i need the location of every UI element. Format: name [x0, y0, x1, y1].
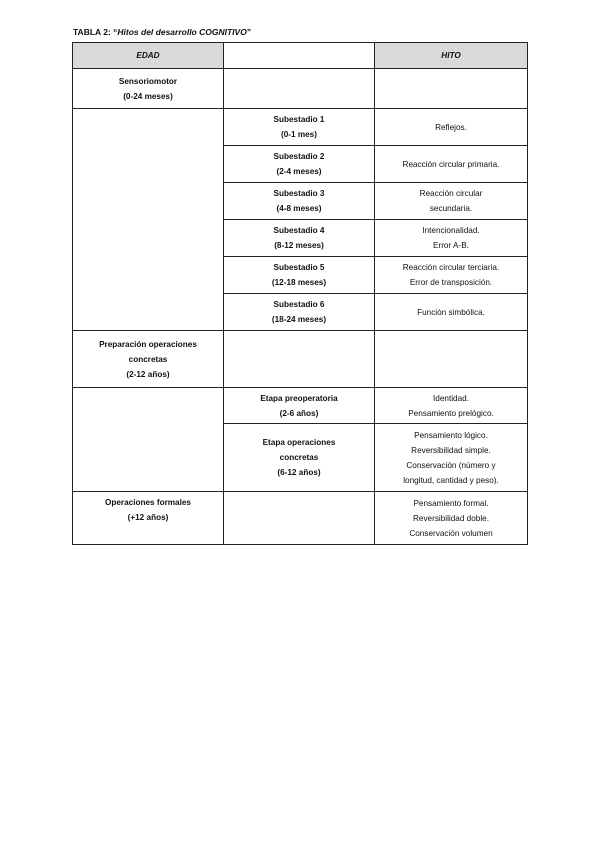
hito-line: Reacción circular	[419, 189, 483, 198]
empty-cell	[73, 294, 224, 331]
hito-cell	[375, 220, 528, 257]
hito-line: Función simbólica.	[417, 307, 485, 317]
substage-line: Etapa operaciones	[262, 438, 336, 447]
substage-cell	[224, 257, 375, 294]
hito-line: longitud, cantidad y peso).	[403, 475, 499, 485]
header-row	[73, 43, 528, 69]
substage-row	[73, 257, 528, 294]
hito-line: Reflejos.	[435, 122, 467, 132]
stage-name-line: (2-12 años)	[126, 369, 170, 379]
substage-cell	[224, 424, 375, 492]
caption-suffix: ”	[246, 27, 252, 37]
substage-line: Subestadio 6	[273, 300, 325, 309]
empty-cell	[224, 331, 375, 388]
stage-name-line: (0-24 meses)	[123, 91, 173, 101]
hito-line: Reacción circular primaria.	[402, 159, 500, 169]
empty-cell	[73, 146, 224, 183]
hito-line: secundaria.	[429, 204, 473, 213]
substage-line: (6-12 años)	[277, 468, 321, 477]
substage-line: concretas	[279, 453, 319, 462]
substage-line: (8-12 meses)	[274, 241, 324, 250]
header-middle	[224, 43, 375, 69]
substage-line: Subestadio 1	[273, 115, 325, 124]
hito-line: Reversibilidad doble.	[412, 513, 489, 523]
header-hito: HITO	[375, 43, 528, 69]
substage-line: (2-6 años)	[279, 408, 319, 418]
substage-cell	[224, 146, 375, 183]
substage-line: (2-4 meses)	[276, 167, 322, 176]
stage-name-cell	[73, 69, 224, 109]
hito-cell	[375, 146, 528, 183]
hito-line: Conservación volumen	[409, 528, 493, 538]
hito-line: Pensamiento formal.	[413, 498, 489, 508]
hito-line: Pensamiento prelógico.	[408, 408, 494, 418]
substage-row	[73, 220, 528, 257]
hito-cell	[375, 492, 528, 545]
hito-cell	[375, 257, 528, 294]
hito-cell	[375, 294, 528, 331]
stage-row	[73, 69, 528, 109]
empty-cell	[375, 331, 528, 388]
empty-cell	[73, 183, 224, 220]
hito-line: Error A-B.	[433, 241, 469, 250]
substage-cell	[224, 109, 375, 146]
substage-line: (12-18 meses)	[271, 278, 327, 287]
hito-line: Pensamiento lógico.	[414, 430, 488, 440]
substage-cell	[224, 183, 375, 220]
table-caption	[73, 27, 251, 37]
stage-name-line: Operaciones formales	[104, 498, 191, 507]
stage-name-line: concretas	[128, 354, 168, 364]
substage-row	[73, 388, 528, 424]
stage-name-line: Preparación operaciones	[99, 339, 197, 349]
substage-row	[73, 294, 528, 331]
hito-cell	[375, 183, 528, 220]
substage-line: Subestadio 2	[273, 152, 325, 161]
stage-name-line: (+12 años)	[127, 513, 169, 522]
hito-cell	[375, 109, 528, 146]
stage-row	[73, 492, 528, 545]
hito-line: Reacción circular terciaria.	[402, 263, 500, 272]
stage-row	[73, 331, 528, 388]
substage-cell	[224, 220, 375, 257]
hito-line: Error de transposición.	[409, 278, 493, 287]
empty-cell	[73, 257, 224, 294]
hito-cell	[375, 388, 528, 424]
hito-line: Conservación (número y	[406, 460, 496, 470]
stage-name-cell	[73, 492, 224, 545]
empty-cell	[73, 220, 224, 257]
substage-line: (18-24 meses)	[271, 315, 327, 324]
substage-line: (0-1 mes)	[281, 130, 317, 139]
empty-cell	[73, 109, 224, 146]
hito-line: Intencionalidad.	[422, 226, 480, 235]
empty-cell	[224, 69, 375, 109]
substage-cell	[224, 294, 375, 331]
substage-cell	[224, 388, 375, 424]
empty-cell	[73, 424, 224, 492]
substage-row	[73, 146, 528, 183]
empty-cell	[224, 492, 375, 545]
development-table	[72, 42, 528, 545]
substage-line: Subestadio 4	[273, 226, 325, 235]
substage-row	[73, 424, 528, 492]
substage-line: Etapa preoperatoria	[260, 393, 338, 403]
stage-name-line: Sensoriomotor	[118, 76, 178, 86]
caption-title: Hitos del desarrollo COGNITIVO	[117, 27, 247, 37]
substage-line: Subestadio 5	[273, 263, 325, 272]
empty-cell	[375, 69, 528, 109]
stage-name-cell	[73, 331, 224, 388]
hito-line: Identidad.	[433, 393, 469, 403]
header-edad: EDAD	[73, 43, 224, 69]
substage-row	[73, 183, 528, 220]
substage-row	[73, 109, 528, 146]
empty-cell	[73, 388, 224, 424]
substage-line: (4-8 meses)	[276, 204, 322, 213]
substage-line: Subestadio 3	[273, 189, 325, 198]
hito-line: Reversibilidad simple.	[411, 445, 491, 455]
hito-cell	[375, 424, 528, 492]
caption-prefix: TABLA 2: “	[73, 27, 118, 37]
